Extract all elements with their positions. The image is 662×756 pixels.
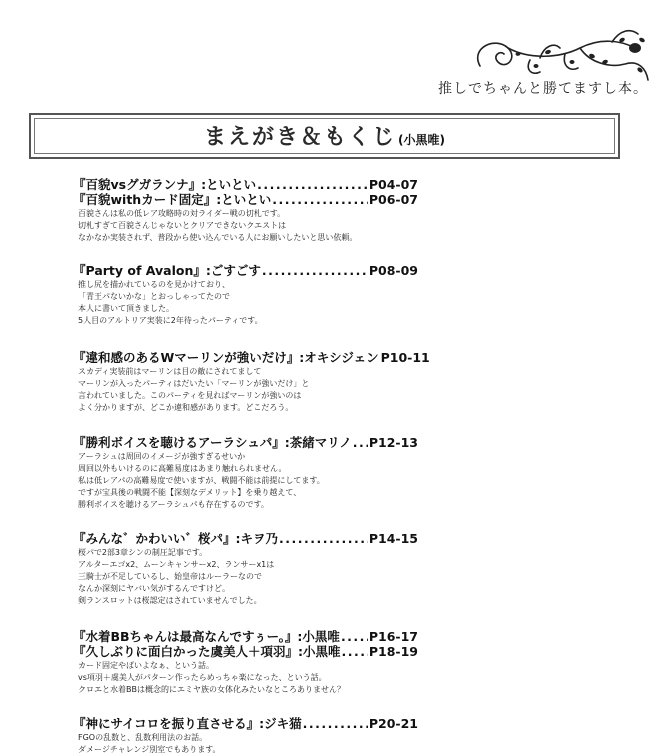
description-line: vs項羽＋虞美人がパターン作ったらめっちゃ楽になった、という話。 <box>78 673 327 682</box>
description-line: 勝利ボイスを聴けるアーラシュパも存在するのです。 <box>78 500 269 509</box>
toc-entry-heading <box>73 435 418 450</box>
toc-leader-dots <box>272 192 368 207</box>
description-line: 三騎士が不足しているし、始皇帝はルーラーなので <box>78 572 262 581</box>
toc-entry-pages: P04-07 <box>368 177 418 192</box>
description-line: ダメージチャレンジ別室でもあります。 <box>78 745 221 754</box>
book-subtitle: 推しでちゃんと勝てますし本。 <box>438 81 648 97</box>
toc-entry-heading <box>73 177 418 192</box>
toc-entry-description <box>78 660 418 696</box>
description-line: FGOの乱数と、乱数利用法のお話。 <box>78 733 208 742</box>
toc-entry-pages: P06-07 <box>368 192 418 207</box>
toc-entry-heading <box>73 192 418 207</box>
toc-entry-title: 『水着BBちゃんは最高なんですぅー。』:小黒唯 <box>73 629 340 644</box>
toc-entry-pages: P18-19 <box>368 644 418 659</box>
title-inner-frame <box>34 118 615 154</box>
toc-entry-title: 『Party of Avalon』:ごすごす <box>73 263 261 278</box>
toc-entry <box>73 716 418 756</box>
description-line: 私は低レアパの高難易度で使いますが、戦闘不能は前提にしてます。 <box>78 476 325 485</box>
toc-entry <box>73 629 418 644</box>
page-title: まえがき＆もくじ <box>204 125 397 150</box>
toc-entry-pages: P14-15 <box>368 531 418 546</box>
description-line: 「青王パないかな」とおっしゃってたので <box>78 292 230 301</box>
toc-entry-pages: P08-09 <box>368 263 418 278</box>
toc-entry <box>73 192 418 244</box>
toc-leader-dots <box>257 177 368 192</box>
toc-entry-description <box>78 451 418 511</box>
toc-entry-title: 『百貌withカード固定』:といとい <box>73 192 272 207</box>
toc-entry-heading <box>73 531 418 546</box>
description-line: アルターエゴx2、ムーンキャンサーx2、ランサーx1は <box>78 560 275 569</box>
toc-entry-pages: P20-21 <box>368 716 418 731</box>
description-line: 周回以外もいけるのに高難易度はあまり触れられません。 <box>78 464 287 473</box>
description-line: なんか深刻にヤバい気がするんですけど。 <box>78 584 230 593</box>
toc-entry-description <box>78 366 418 414</box>
description-line: なかなか実装されず、普段から使い込んでいる人にお願いしたいと思い依頼。 <box>78 233 358 242</box>
toc-entry-heading <box>73 263 418 278</box>
toc-entry-description <box>78 279 418 327</box>
toc-entry-title: 『百貌vsグガランナ』:といとい <box>73 177 257 192</box>
toc-entry-pages: P16-17 <box>368 629 418 644</box>
toc-entry-title: 『違和感のあるWマーリンが強いだけ』:オキシジェン <box>73 350 379 365</box>
description-line: ですが宝具後の戦闘不能【深刻なデメリット】を乗り越えて、 <box>78 488 302 497</box>
toc-entry-heading <box>73 644 418 659</box>
description-line: 本人に書いて頂きました。 <box>78 304 174 313</box>
description-line: 言われていました。このパーティを見ればマーリンが強いのは <box>78 391 302 400</box>
toc-entry <box>73 350 430 414</box>
toc-entry-description <box>78 547 418 607</box>
toc-entry-title: 『勝利ボイスを聴けるアーラシュパ』:茶緒マリノ <box>73 435 352 450</box>
toc-entry <box>73 263 418 327</box>
toc-entry <box>73 531 418 607</box>
title-author: (小黒唯) <box>398 133 445 147</box>
toc-entry-description <box>78 208 418 244</box>
description-line: 剣ランスロットは桜認定はされていませんでした。 <box>78 596 262 605</box>
description-line: 切札すぎて百貌さんじゃないとクリアできないクエストは <box>78 221 287 230</box>
toc-entry-title: 『久しぶりに面白かった虞美人＋項羽』:小黒唯 <box>73 644 341 659</box>
description-line: 百貌さんは私の低レア攻略時の対ライダー戦の切札です。 <box>78 209 286 218</box>
toc-entry-heading <box>73 629 418 644</box>
toc-entry-heading <box>73 350 430 365</box>
toc-entry-heading <box>73 716 418 731</box>
toc-entry-description <box>78 732 418 756</box>
table-of-contents <box>73 177 430 756</box>
description-line: カード固定やばいよなぁ、という話。 <box>78 661 214 670</box>
description-line: マーリンが入ったパーティはだいたい「マーリンが強いだけ」と <box>78 379 310 388</box>
toc-entry-pages: P12-13 <box>368 435 418 450</box>
description-line: スカディ実装前はマーリンは目の敵にされてまして <box>78 367 262 376</box>
toc-leader-dots <box>353 435 368 450</box>
toc-entry <box>73 435 418 511</box>
description-line: よく分かりますが、どこか違和感があります。どこだろう。 <box>78 403 294 412</box>
toc-leader-dots <box>342 644 368 659</box>
toc-entry-pages: P10-11 <box>380 350 430 365</box>
toc-entry-title: 『みんな゛かわいい゛桜パ』:キヲ乃 <box>73 531 278 546</box>
description-line: アーラシュは周回のイメージが強すぎるせいか <box>78 452 246 461</box>
toc-leader-dots <box>303 716 368 731</box>
toc-leader-dots <box>279 531 368 546</box>
description-line: 5人目のアルトリア実装に2年待ったパーティです。 <box>78 316 263 325</box>
description-line: 桜パで2部3章シンの制圧記事です。 <box>78 548 208 557</box>
description-line: クロエと水着BBは概念的にエミヤ族の女体化みたいなところありません？ <box>78 685 345 694</box>
description-line: 推し尻を描かれているのを見かけており、 <box>78 280 230 289</box>
toc-entry <box>73 177 418 192</box>
toc-entry <box>73 644 418 696</box>
toc-leader-dots <box>262 263 368 278</box>
title-frame <box>29 113 620 159</box>
toc-entry-title: 『神にサイコロを振り直させる』:ジキ猫 <box>73 716 302 731</box>
toc-leader-dots <box>341 629 368 644</box>
